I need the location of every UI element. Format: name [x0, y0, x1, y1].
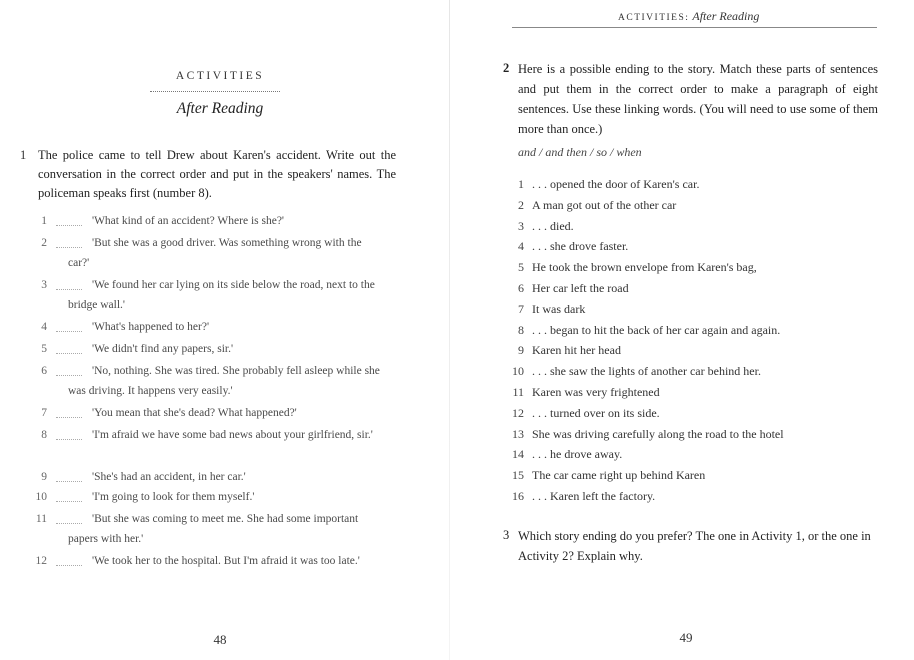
conversation-line — [0, 361, 440, 401]
part-text: . . . turned over on its side. — [532, 405, 660, 420]
part-text: The car came right up behind Karen — [532, 468, 706, 483]
part-text: He took the brown envelope from Karen's bag, — [532, 260, 757, 275]
conversation-line — [0, 551, 440, 591]
conversation-line — [0, 509, 440, 549]
part-number: 2 — [518, 197, 524, 212]
sentence-part — [498, 257, 898, 277]
conversation-line — [0, 317, 440, 337]
running-head — [618, 9, 759, 24]
activity-3-instructions: Which story ending do you prefer? The one in Activity 1, or the one in Activity 2? Explain why. — [518, 529, 871, 563]
part-number: 11 — [512, 385, 524, 399]
conversation-line — [0, 233, 440, 273]
activity-2-instructions: Here is a possible ending to the story. Match these parts of sentences and put them in the correct order to make a paragraph of eight sentences. Use these linking words. (You will need to use some of them more than once.) — [518, 62, 878, 136]
part-number: 12 — [512, 405, 524, 420]
line-number: 8 — [41, 429, 47, 441]
page-number-right: 49 — [679, 630, 693, 645]
activity-2-number: 2 — [503, 61, 510, 75]
part-number: 6 — [518, 281, 524, 295]
part-text: Karen hit her head — [532, 343, 621, 358]
after-reading-heading: After Reading — [176, 100, 264, 117]
part-number: 14 — [512, 447, 524, 462]
line-number: 11 — [35, 513, 47, 525]
conversation-line — [0, 425, 440, 465]
line-text: 'What's happened to her?' — [92, 321, 210, 333]
part-number: 13 — [512, 426, 524, 441]
conversation-line — [0, 403, 440, 423]
running-head-rule — [512, 27, 877, 28]
sentence-part — [498, 486, 898, 506]
page-number-left: 48 — [213, 632, 227, 647]
part-text: . . . died. — [532, 218, 574, 233]
running-head-title: After Reading — [692, 9, 760, 23]
sentence-part — [498, 382, 898, 402]
part-text: It was dark — [532, 301, 586, 316]
line-text: 'I'm afraid we have some bad news about your girlfriend, sir.' — [92, 429, 373, 441]
sentence-part — [498, 340, 898, 360]
left-page — [0, 0, 440, 660]
part-number: 15 — [512, 468, 524, 483]
part-text: . . . she drove faster. — [532, 239, 629, 254]
part-number: 16 — [512, 489, 524, 503]
part-text: . . . opened the door of Karen's car. — [532, 177, 700, 191]
sentence-part — [498, 444, 898, 464]
line-text: 'We found her car lying on its side below the road, next to the bridge wall.' — [68, 279, 375, 311]
sentence-part — [498, 320, 898, 340]
part-number: 9 — [518, 343, 524, 358]
line-text: 'No, nothing. She was tired. She probably fell asleep while she was driving. It happens very easily.' — [68, 365, 380, 397]
sentence-part — [498, 465, 898, 485]
sentence-part — [498, 278, 898, 298]
line-number: 9 — [41, 471, 47, 483]
line-number: 2 — [41, 237, 47, 249]
part-text: . . . began to hit the back of her car again and again. — [532, 322, 781, 337]
part-text: . . . she saw the lights of another car behind her. — [532, 364, 761, 379]
conversation-line — [0, 467, 440, 487]
sentence-part — [498, 424, 898, 444]
part-text: A man got out of the other car — [532, 197, 677, 212]
line-number: 10 — [35, 491, 47, 503]
right-page — [458, 0, 914, 660]
conversation-line — [0, 211, 440, 231]
part-number: 1 — [518, 177, 524, 191]
line-text: 'What kind of an accident? Where is she?' — [92, 215, 285, 227]
conversation-line — [0, 275, 440, 315]
line-number: 5 — [41, 343, 47, 355]
line-text: 'I'm going to look for them myself.' — [92, 491, 255, 503]
activity-3-number: 3 — [503, 528, 510, 542]
sentence-part — [498, 403, 898, 423]
part-text: She was driving carefully along the road to the hotel — [532, 426, 784, 441]
activities-heading: ACTIVITIES — [175, 70, 265, 82]
sentence-part — [498, 174, 898, 194]
book-gutter — [449, 0, 450, 660]
line-number: 7 — [41, 407, 47, 419]
linking-words: and / and then / so / when — [518, 145, 642, 159]
running-head-caps: ACTIVITIES: — [618, 13, 690, 23]
sentence-part — [498, 299, 898, 319]
part-text: . . . he drove away. — [532, 447, 623, 462]
line-number: 6 — [41, 365, 47, 377]
sentence-part — [498, 361, 898, 381]
activity-1-number: 1 — [20, 148, 27, 162]
line-number: 3 — [41, 279, 47, 291]
activity-1-instructions: The police came to tell Drew about Karen's accident. Write out the conversation in the correct order and put in the speakers' names. The policeman speaks first (number 8). — [38, 148, 396, 200]
part-number: 7 — [518, 301, 524, 316]
part-number: 4 — [518, 239, 524, 254]
conversation-line — [0, 339, 440, 359]
line-text: 'But she was a good driver. Was something wrong with the car?' — [68, 237, 362, 269]
sentence-part — [498, 195, 898, 215]
line-number: 12 — [35, 555, 47, 567]
line-number: 1 — [41, 215, 47, 227]
line-number: 4 — [41, 321, 47, 333]
part-text: . . . Karen left the factory. — [532, 489, 656, 503]
part-number: 5 — [518, 260, 524, 275]
part-number: 10 — [512, 364, 524, 379]
heading-divider — [150, 91, 280, 92]
part-number: 8 — [518, 322, 524, 337]
sentence-part — [498, 216, 898, 236]
line-text: 'We didn't find any papers, sir.' — [92, 343, 234, 355]
line-text: 'But she was coming to meet me. She had some important papers with her.' — [68, 513, 359, 545]
line-text: 'We took her to the hospital. But I'm afraid it was too late.' — [92, 555, 360, 567]
line-text: 'She's had an accident, in her car.' — [92, 471, 246, 483]
part-text: Karen was very frightened — [532, 385, 660, 399]
sentence-part — [498, 236, 898, 256]
line-text: 'You mean that she's dead? What happened?' — [92, 407, 297, 419]
part-number: 3 — [518, 218, 524, 233]
part-text: Her car left the road — [532, 281, 629, 295]
conversation-line — [0, 487, 440, 507]
